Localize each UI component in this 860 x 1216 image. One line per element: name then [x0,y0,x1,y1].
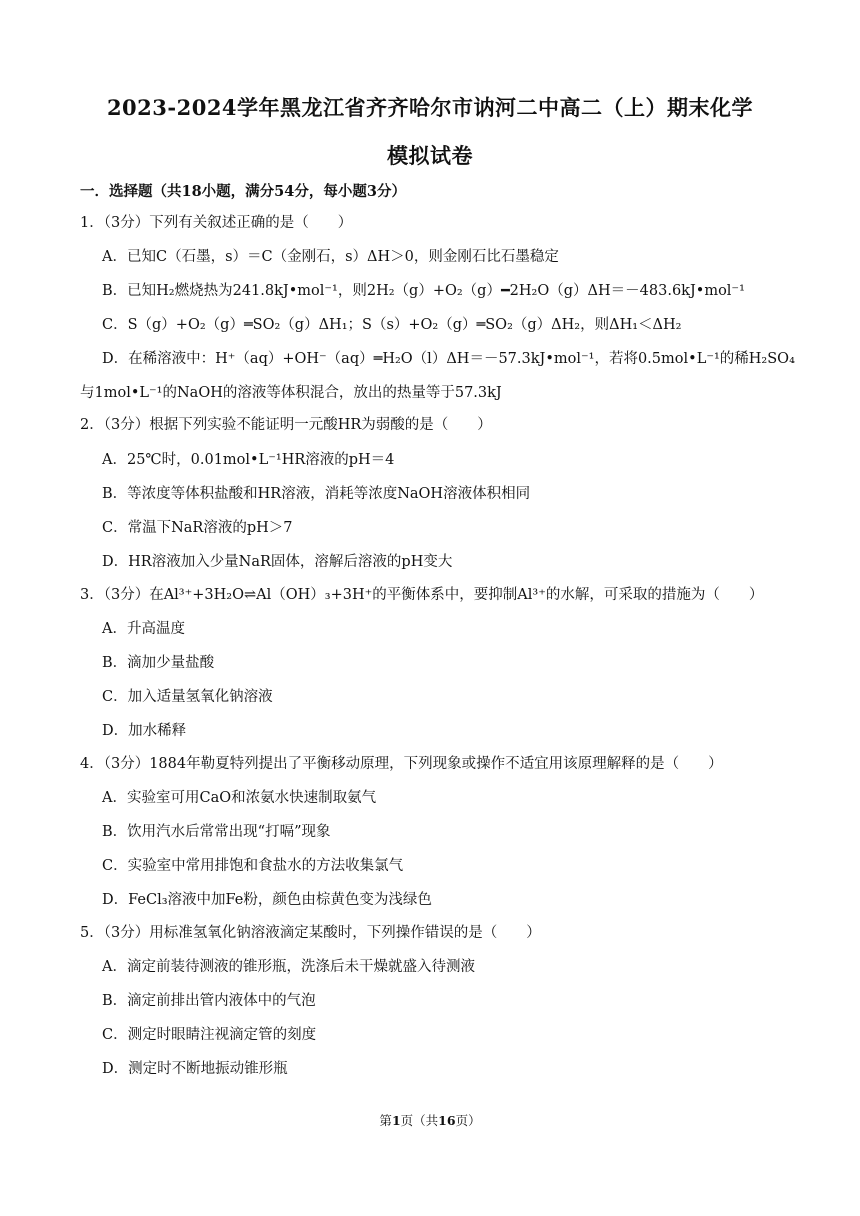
footer-total-pages: 16 [438,1113,456,1128]
question-1-option-b: B．已知H₂燃烧热为241.8kJ•mol⁻¹，则2H₂（g）+O₂（g）━2H₂O（g）ΔH＝－483.6kJ•mol⁻¹ [102,283,745,299]
question-1-option-d-continued: 与1mol•L⁻¹的NaOH的溶液等体积混合，放出的热量等于57.3kJ [80,385,502,401]
question-3-option-c: C．加入适量氢氧化钠溶液 [102,689,273,705]
question-4-option-d: D．FeCl₃溶液中加Fe粉，颜色由棕黄色变为浅绿色 [102,892,432,908]
question-4-option-a: A．实验室可用CaO和浓氨水快速制取氨气 [102,790,377,806]
question-2-option-a: A．25℃时，0.01mol•L⁻¹HR溶液的pH＝4 [102,452,395,468]
question-3-option-d: D．加水稀释 [102,723,187,739]
question-5-option-d: D．测定时不断地振动锥形瓶 [102,1061,288,1077]
footer-page-number: 1 [391,1113,401,1128]
question-2-option-c: C．常温下NaR溶液的pH＞7 [102,520,293,536]
footer-prefix: 第 [379,1113,392,1128]
question-2-stem: 2．（3分）根据下列实验不能证明一元酸HR为弱酸的是（ ） [80,417,492,433]
question-4-stem: 4．（3分）1884年勒夏特列提出了平衡移动原理，下列现象或操作不适宜用该原理解释的是（ ） [80,756,723,772]
question-5-stem: 5．（3分）用标准氢氧化钠溶液滴定某酸时，下列操作错误的是（ ） [80,925,541,941]
page-footer [0,1111,860,1129]
question-2-option-b: B．等浓度等体积盐酸和HR溶液，消耗等浓度NaOH溶液体积相同 [102,486,531,502]
question-3-option-a: A．升高温度 [102,621,185,637]
question-4-option-b: B．饮用汽水后常常出现“打嗝”现象 [102,824,331,840]
question-5-option-b: B．滴定前排出管内液体中的气泡 [102,993,316,1009]
question-2-option-d: D．HR溶液加入少量NaR固体，溶解后溶液的pH变大 [102,554,453,570]
footer-suffix: 页） [455,1113,481,1128]
question-5-option-c: C．测定时眼睛注视滴定管的刻度 [102,1027,317,1043]
question-4-option-c: C．实验室中常用排饱和食盐水的方法收集氯气 [102,858,404,874]
question-3-stem: 3．（3分）在Al³⁺+3H₂O⇌Al（OH）₃+3H⁺的平衡体系中，要抑制Al³⁺的水解，可采取的措施为（ ） [80,587,764,603]
question-5-option-a: A．滴定前装待测液的锥形瓶，洗涤后未干燥就盛入待测液 [102,959,475,975]
question-1-option-d: D．在稀溶液中：H⁺（aq）+OH⁻（aq）═H₂O（l）ΔH＝－57.3kJ•mol⁻¹，若将0.5mol•L⁻¹的稀H₂SO₄ [102,351,795,367]
question-3-option-b: B．滴加少量盐酸 [102,655,215,671]
section-heading: 一．选择题（共18小题，满分54分，每小题3分） [80,183,406,200]
question-1-option-c: C．S（g）+O₂（g）═SO₂（g）ΔH₁；S（s）+O₂（g）═SO₂（g）ΔH₂，则ΔH₁＜ΔH₂ [102,317,682,333]
footer-middle: 页（共 [400,1113,439,1128]
document-title-line-2: 模拟试卷 [387,143,473,168]
question-1-option-a: A．已知C（石墨，s）＝C（金刚石，s）ΔH＞0，则金刚石比石墨稳定 [102,249,559,265]
document-title-line-1: 2023-2024学年黑龙江省齐齐哈尔市讷河二中高二（上）期末化学 [106,95,754,120]
question-1-stem: 1．（3分）下列有关叙述正确的是（ ） [80,215,353,231]
